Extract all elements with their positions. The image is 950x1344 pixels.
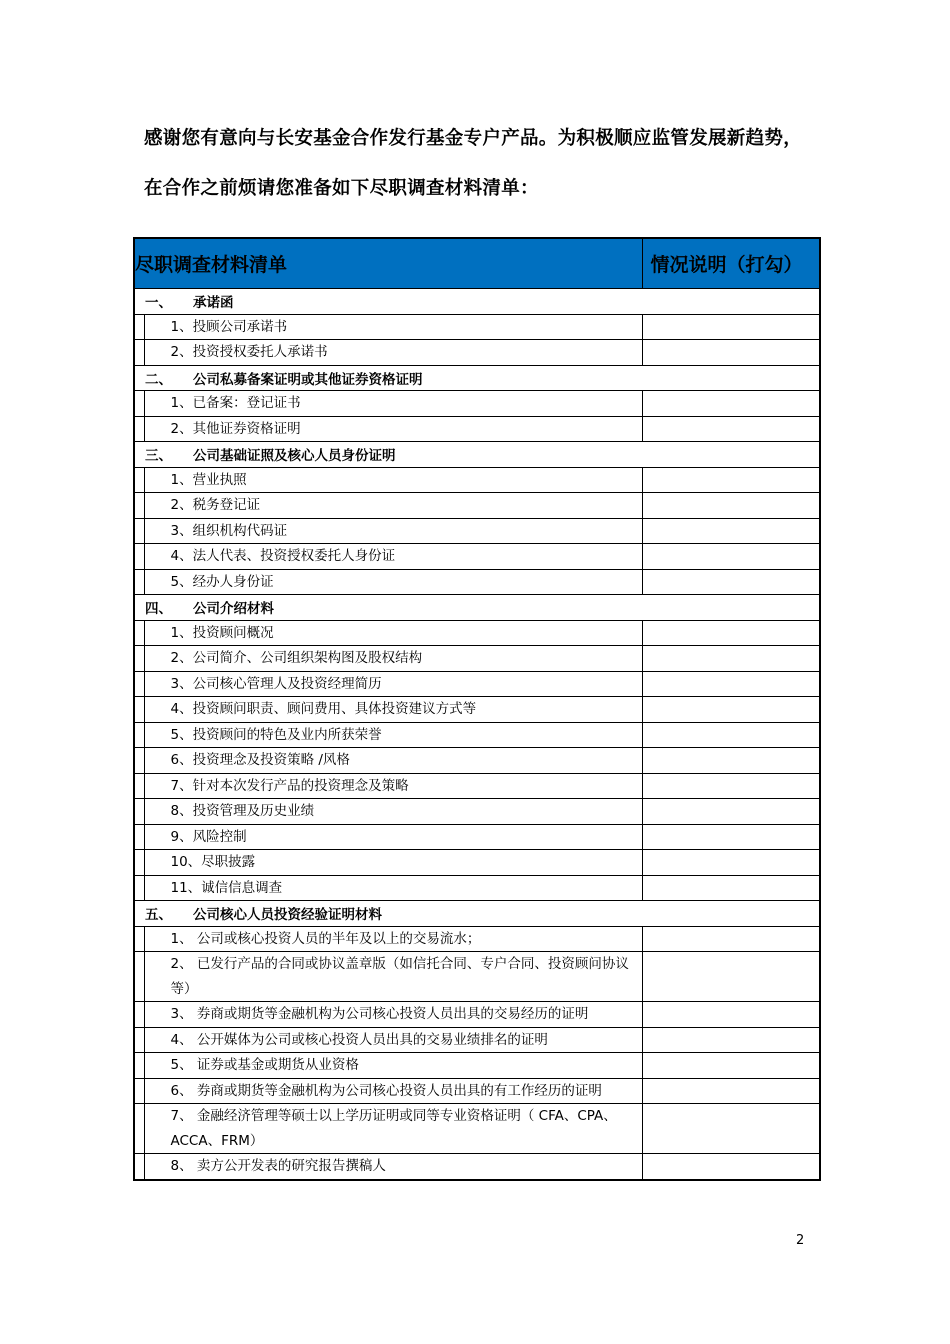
row-gutter <box>134 697 144 723</box>
section-title: 公司私募备案证明或其他证券资格证明 <box>193 371 423 388</box>
item-label: 4、投资顾问职责、顾问费用、具体投资建议方式等 <box>144 697 642 723</box>
row-gutter <box>134 671 144 697</box>
item-label: 7、 金融经济管理等硕士以上学历证明或同等专业资格证明（ CFA、CPA、ACCA、FRM） <box>144 1104 642 1154</box>
due-diligence-table <box>133 237 821 1181</box>
status-check-cell[interactable] <box>642 518 820 544</box>
status-check-cell[interactable] <box>642 1002 820 1028</box>
status-check-cell[interactable] <box>642 544 820 570</box>
table-row <box>134 799 820 825</box>
item-label: 1、已备案：登记证书 <box>144 391 642 417</box>
table-row <box>134 1053 820 1079</box>
item-label: 6、投资理念及投资策略 /风格 <box>144 748 642 774</box>
table-row <box>134 671 820 697</box>
table-row <box>134 416 820 442</box>
status-check-cell[interactable] <box>642 722 820 748</box>
status-check-cell[interactable] <box>642 1104 820 1154</box>
row-gutter <box>134 850 144 876</box>
section-heading <box>134 595 820 621</box>
item-label: 5、 证券或基金或期货从业资格 <box>144 1053 642 1079</box>
header-status: 情况说明（打勾） <box>642 238 820 289</box>
table-row <box>134 620 820 646</box>
section-row <box>134 901 820 927</box>
status-check-cell[interactable] <box>642 1027 820 1053</box>
status-check-cell[interactable] <box>642 799 820 825</box>
section-heading <box>134 442 820 468</box>
header-checklist: 尽职调查材料清单 <box>134 238 642 289</box>
row-gutter <box>134 773 144 799</box>
table-row <box>134 340 820 366</box>
row-gutter <box>134 1104 144 1154</box>
status-check-cell[interactable] <box>642 697 820 723</box>
section-number: 一、 <box>145 295 172 312</box>
table-row <box>134 748 820 774</box>
intro-line-1: 感谢您有意向与长安基金合作发行基金专户产品。为积极顺应监管发展新趋势， <box>144 128 803 149</box>
table-row <box>134 544 820 570</box>
table-row <box>134 773 820 799</box>
status-check-cell[interactable] <box>642 493 820 519</box>
table-row <box>134 1104 820 1154</box>
item-label: 2、其他证券资格证明 <box>144 416 642 442</box>
row-gutter <box>134 722 144 748</box>
section-title: 公司核心人员投资经验证明材料 <box>193 907 382 924</box>
row-gutter <box>134 646 144 672</box>
table-row <box>134 926 820 952</box>
table-row <box>134 493 820 519</box>
section-number: 五、 <box>145 907 172 924</box>
table-header-row <box>134 238 820 289</box>
section-heading <box>134 901 820 927</box>
row-gutter <box>134 1002 144 1028</box>
item-label: 2、税务登记证 <box>144 493 642 519</box>
row-gutter <box>134 391 144 417</box>
row-gutter <box>134 824 144 850</box>
section-title: 公司介绍材料 <box>193 601 274 618</box>
status-check-cell[interactable] <box>642 1154 820 1180</box>
item-label: 10、尽职披露 <box>144 850 642 876</box>
item-label: 7、针对本次发行产品的投资理念及策略 <box>144 773 642 799</box>
item-label: 3、 券商或期货等金融机构为公司核心投资人员出具的交易经历的证明 <box>144 1002 642 1028</box>
item-label: 2、 已发行产品的合同或协议盖章版（如信托合同、专户合同、投资顾问协议等） <box>144 952 642 1002</box>
section-title: 公司基础证照及核心人员身份证明 <box>193 448 396 465</box>
table-row <box>134 850 820 876</box>
section-row <box>134 442 820 468</box>
status-check-cell[interactable] <box>642 1053 820 1079</box>
item-label: 2、公司简介、公司组织架构图及股权结构 <box>144 646 642 672</box>
page-number: 2 <box>796 1233 805 1248</box>
row-gutter <box>134 1154 144 1180</box>
status-check-cell[interactable] <box>642 773 820 799</box>
status-check-cell[interactable] <box>642 824 820 850</box>
table-row <box>134 1078 820 1104</box>
item-label: 1、营业执照 <box>144 467 642 493</box>
section-row <box>134 365 820 391</box>
item-label: 8、投资管理及历史业绩 <box>144 799 642 825</box>
table-row <box>134 646 820 672</box>
item-label: 4、 公开媒体为公司或核心投资人员出具的交易业绩排名的证明 <box>144 1027 642 1053</box>
status-check-cell[interactable] <box>642 875 820 901</box>
row-gutter <box>134 748 144 774</box>
row-gutter <box>134 875 144 901</box>
row-gutter <box>134 544 144 570</box>
item-label: 8、 卖方公开发表的研究报告撰稿人 <box>144 1154 642 1180</box>
status-check-cell[interactable] <box>642 416 820 442</box>
row-gutter <box>134 1027 144 1053</box>
section-row <box>134 289 820 315</box>
item-label: 1、投顾公司承诺书 <box>144 314 642 340</box>
item-label: 1、投资顾问概况 <box>144 620 642 646</box>
table-row <box>134 697 820 723</box>
row-gutter <box>134 952 144 1002</box>
table-row <box>134 1027 820 1053</box>
item-label: 2、投资授权委托人承诺书 <box>144 340 642 366</box>
table-row <box>134 875 820 901</box>
section-row <box>134 595 820 621</box>
section-number: 四、 <box>145 601 172 618</box>
table-row <box>134 1002 820 1028</box>
status-check-cell[interactable] <box>642 620 820 646</box>
status-check-cell[interactable] <box>642 926 820 952</box>
status-check-cell[interactable] <box>642 1078 820 1104</box>
intro-line-2: 在合作之前烦请您准备如下尽职调查材料清单： <box>144 178 539 199</box>
status-check-cell[interactable] <box>642 646 820 672</box>
table-row <box>134 391 820 417</box>
item-label: 5、投资顾问的特色及业内所获荣誉 <box>144 722 642 748</box>
status-check-cell[interactable] <box>642 952 820 1002</box>
row-gutter <box>134 569 144 595</box>
row-gutter <box>134 493 144 519</box>
section-heading <box>134 365 820 391</box>
status-check-cell[interactable] <box>642 671 820 697</box>
row-gutter <box>134 518 144 544</box>
table-row <box>134 518 820 544</box>
item-label: 3、组织机构代码证 <box>144 518 642 544</box>
row-gutter <box>134 1053 144 1079</box>
row-gutter <box>134 314 144 340</box>
table-row <box>134 952 820 1002</box>
item-label: 6、 券商或期货等金融机构为公司核心投资人员出具的有工作经历的证明 <box>144 1078 642 1104</box>
item-label: 9、风险控制 <box>144 824 642 850</box>
item-label: 11、诚信信息调查 <box>144 875 642 901</box>
item-label: 1、 公司或核心投资人员的半年及以上的交易流水； <box>144 926 642 952</box>
row-gutter <box>134 926 144 952</box>
section-number: 二、 <box>145 371 172 388</box>
table-row <box>134 1154 820 1180</box>
status-check-cell[interactable] <box>642 340 820 366</box>
table-row <box>134 314 820 340</box>
status-check-cell[interactable] <box>642 748 820 774</box>
status-check-cell[interactable] <box>642 391 820 417</box>
table-row <box>134 467 820 493</box>
status-check-cell[interactable] <box>642 569 820 595</box>
row-gutter <box>134 416 144 442</box>
table-row <box>134 569 820 595</box>
row-gutter <box>134 1078 144 1104</box>
item-label: 5、经办人身份证 <box>144 569 642 595</box>
item-label: 3、公司核心管理人及投资经理简历 <box>144 671 642 697</box>
status-check-cell[interactable] <box>642 467 820 493</box>
section-number: 三、 <box>145 448 172 465</box>
row-gutter <box>134 799 144 825</box>
status-check-cell[interactable] <box>642 850 820 876</box>
table-body <box>134 289 820 1180</box>
table-row <box>134 824 820 850</box>
row-gutter <box>134 467 144 493</box>
section-heading <box>134 289 820 315</box>
table-row <box>134 722 820 748</box>
row-gutter <box>134 340 144 366</box>
row-gutter <box>134 620 144 646</box>
section-title: 承诺函 <box>193 295 234 312</box>
item-label: 4、法人代表、投资授权委托人身份证 <box>144 544 642 570</box>
status-check-cell[interactable] <box>642 314 820 340</box>
